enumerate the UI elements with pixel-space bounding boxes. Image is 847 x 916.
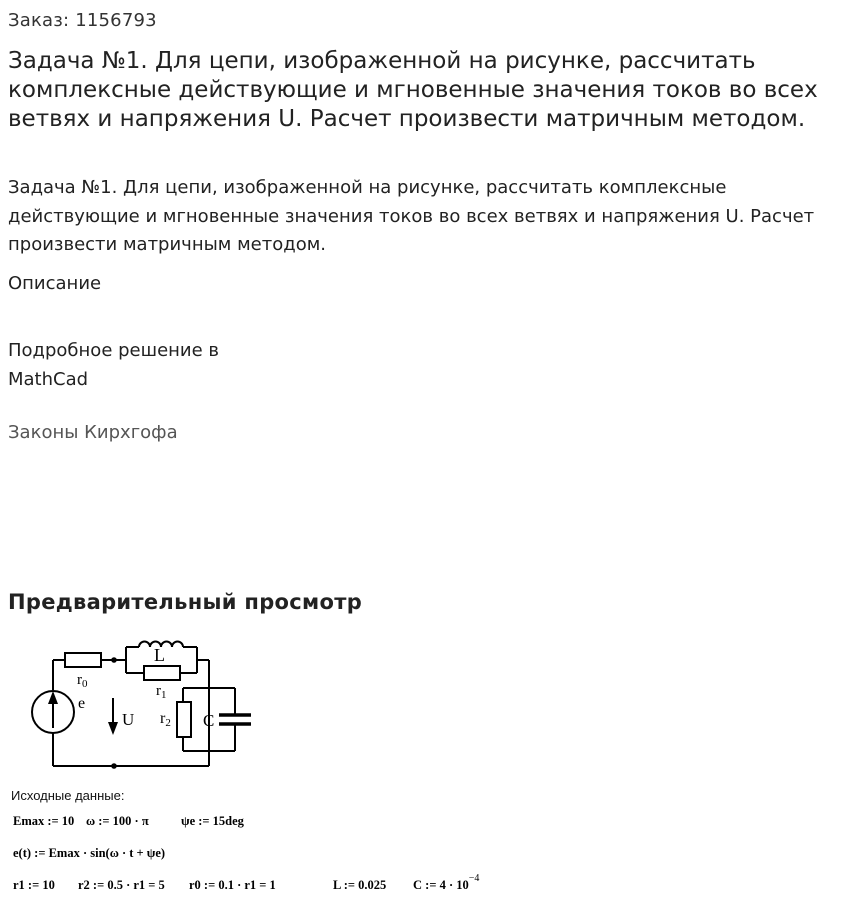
formula-r2: r2 := 0.5 · r1 = 5 bbox=[78, 878, 165, 892]
resistor-r0 bbox=[65, 653, 101, 667]
formula-l: L := 0.025 bbox=[333, 878, 387, 892]
node-bottom bbox=[111, 763, 117, 769]
resistor-r2 bbox=[177, 702, 191, 737]
label-l: L bbox=[154, 645, 165, 665]
formula-emax: Emax := 10 bbox=[13, 814, 75, 828]
voltage-u-arrow-head bbox=[108, 722, 118, 735]
node-top bbox=[111, 657, 117, 663]
label-r0: $r_0$ bbox=[77, 672, 88, 690]
formula-omega: ω := 100 · π bbox=[86, 814, 149, 828]
formula-c: C := $4 \cdot 10^{-4}$ bbox=[413, 873, 480, 892]
solution-note: Подробное решение в MathCad bbox=[8, 340, 220, 390]
source-arrow-head bbox=[48, 691, 58, 704]
label-r1: $r_1$ bbox=[156, 683, 167, 701]
label-r2: r2 bbox=[160, 710, 171, 729]
formula-r1: r1 := 10 bbox=[13, 878, 55, 892]
label-u: U bbox=[122, 710, 135, 729]
formula-r0: r0 := 0.1 · r1 = 1 bbox=[189, 878, 276, 892]
input-data-label: Исходные данные: bbox=[11, 788, 125, 803]
kirchhoff-laws-link[interactable]: Законы Кирхгофа bbox=[8, 422, 178, 443]
formula-et: e(t) := Emax · sin(ω · t + ψe) bbox=[13, 846, 166, 860]
task-description: Задача №1. Для цепи, изображенной на рисунке, рассчитать комплексные действующие и мгновенные значения токов во всех ветвях и напряжения U. Расчет произвести матричным методом. bbox=[8, 177, 815, 255]
resistor-r1 bbox=[144, 666, 180, 680]
preview-heading: Предварительный просмотр bbox=[8, 590, 363, 614]
label-e: e bbox=[78, 695, 86, 712]
label-c: C bbox=[203, 711, 215, 730]
description-label: Описание bbox=[8, 273, 102, 294]
circuit-diagram bbox=[20, 628, 260, 773]
task-heading: Задача №1. Для цепи, изображенной на рисунке, рассчитать комплексные действующие и мгновенные значения токов во всех ветвях и напряжения U. Расчет произвести матричным методом. bbox=[8, 48, 818, 132]
order-number: Заказ: 1156793 bbox=[8, 10, 157, 31]
formula-psie: ψe := 15deg bbox=[181, 814, 244, 828]
